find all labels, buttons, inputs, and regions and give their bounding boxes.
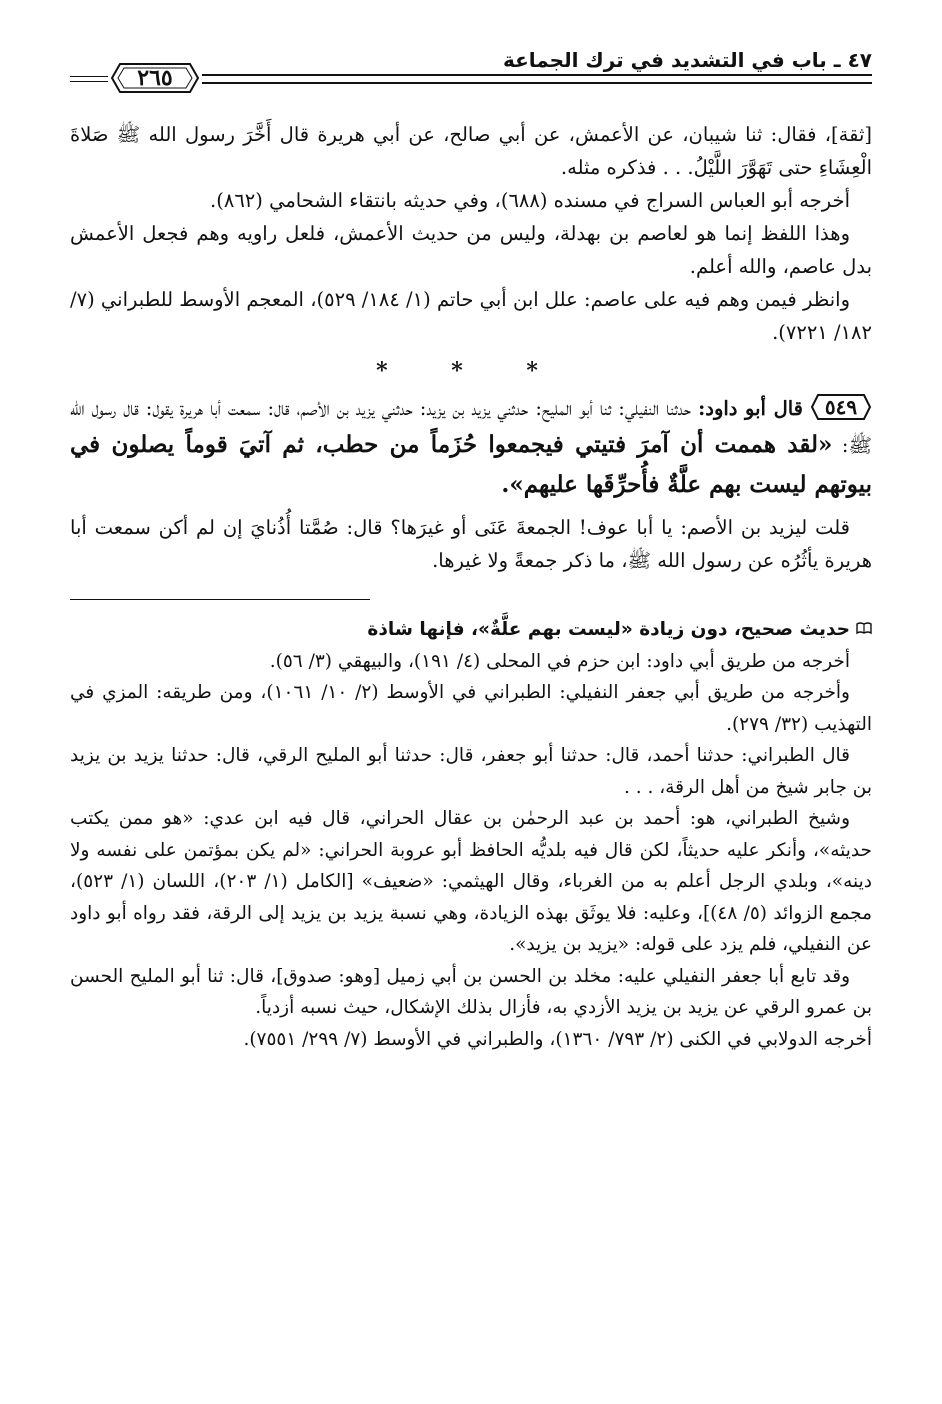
hadith-intro: قال أبو داود: [698,397,803,420]
page-body [70,118,872,1055]
hadith-matn: «لقد هممت أن آمرَ فتيتي فيجمعوا حُزَماً من حطب، ثم آتيَ قوماً يصلون في بيوتهم ليست بهم علَّةٌ فأُحرِّقَها عليهم». [70,431,872,498]
prev-note-2: أخرجه أبو العباس السراج في مسنده (٦٨٨)، وفي حديثه بانتقاء الشحامي (٨٦٢). [210,189,850,212]
footnote-separator [70,599,370,600]
hadith-grade: حديث صحيح، دون زيادة «ليست بهم علَّةٌ»، فإنها شاذة [367,619,850,640]
note-4: وشيخ الطبراني، هو: أحمد بن عبد الرحمٰن بن عقال الحراني، قال فيه ابن عدي: «هو ممن يكتب حديثه»، وأنكر عليه حديثاً، لكن قال فيه بلديُّه الحافظ أبو عروبة الحراني: «لم يكن بمؤتمن على نفسه ولا دينه»، وبلدي الرجل أعلم به من الغرباء، وقال الهيثمي: «ضعيف» [الكامل (١/ ٢٠٣)، اللسان (١/ ٥٢٣)، مجمع الزوائد (٥/ ٤٨)]، وعليه: فلا يوثَق بهذه الزيادة، وهي نسبة يزيد بن يزيد إلى الرقة، فقد رواه أبو داود عن النفيلي، فلم يزد على قوله: «يزيد بن يزيد». [70,808,872,955]
note-6: أخرجه الدولابي في الكنى (٢/ ٧٩٣/ ١٣٦٠)، والطبراني في الأوسط (٧/ ٢٩٩/ ٧٥٥١). [243,1028,872,1050]
prev-note-4: وانظر فيمن وهم فيه على عاصم: علل ابن أبي حاتم (١/ ١٨٤/ ٥٢٩)، المعجم الأوسط للطبراني (٧/ ١٨٢/ ٧٢٢١). [70,288,872,344]
hadith-isnad: حدثنا النفيلي: ثنا أبو المليح: حدثني يزيد بن يزيد: حدثني يزيد بن الأصم، قال: سمعت أبا هريرة يقول: قال رسول الله ﷺ: [70,397,872,457]
header-rule-left [70,76,108,82]
takhrij-notes [70,614,872,1055]
grade-line [70,614,872,646]
book-icon [856,614,872,646]
note-5: وقد تابع أبا جعفر النفيلي عليه: مخلد بن الحسن بن أبي زميل [وهو: صدوق]، قال: ثنا أبو المليح الحسن بن عمرو الرقي عن يزيد بن يزيد الأزدي به، فأزال بذلك الإشكال، حيث نسبه أزدياً. [70,965,872,1018]
hadith-block [70,392,872,505]
hadith-number-badge [810,393,872,421]
note-3: قال الطبراني: حدثنا أحمد، قال: حدثنا أبو جعفر، قال: حدثنا أبو المليح الرقي، قال: حدثنا يزيد بن يزيد بن جابر شيخ من أهل الرقة، . . . [70,745,872,798]
section-divider-stars: * * * [376,358,566,384]
chapter-title: ٤٧ ـ باب في التشديد في ترك الجماعة [502,48,872,72]
note-1: أخرجه من طريق أبي داود: ابن حزم في المحلى (٤/ ١٩١)، والبيهقي (٣/ ٥٦). [269,650,850,672]
page-header [70,42,872,100]
page-number-badge [110,60,200,96]
prev-note-1: [ثقة]، فقال: ثنا شيبان، عن الأعمش، عن أبي صالح، عن أبي هريرة قال أَخَّرَ رسول الله ﷺ صَلاةَ الْعِشَاءِ حتى تَهَوَّرَ اللَّيْلُ. . . فذكره مثله. [70,123,872,179]
prev-note-3: وهذا اللفظ إنما هو لعاصم بن بهدلة، وليس من حديث الأعمش، فلعل راويه وهم فجعل الأعمش بدل عاصم، والله أعلم. [70,222,872,278]
hadith-followup: قلت ليزيد بن الأصم: يا أبا عوف! الجمعةَ عَنَى أو غيرَها؟ قال: صُمَّتا أُذُنايَ إن لم أكن سمعت أبا هريرة يأثُرُه عن رسول الله ﷺ، ما ذكر جمعةً ولا غيرها. [70,516,872,572]
hadith-number: ٥٤٩ [824,395,858,419]
header-rule-right [202,74,872,84]
note-2: وأخرجه من طريق أبي جعفر النفيلي: الطبراني في الأوسط (٢/ ١٠/ ١٠٦١)، ومن طريقه: المزي في التهذيب (٣٢/ ٢٧٩). [70,682,872,735]
page-number: ٢٦٥ [137,65,173,91]
